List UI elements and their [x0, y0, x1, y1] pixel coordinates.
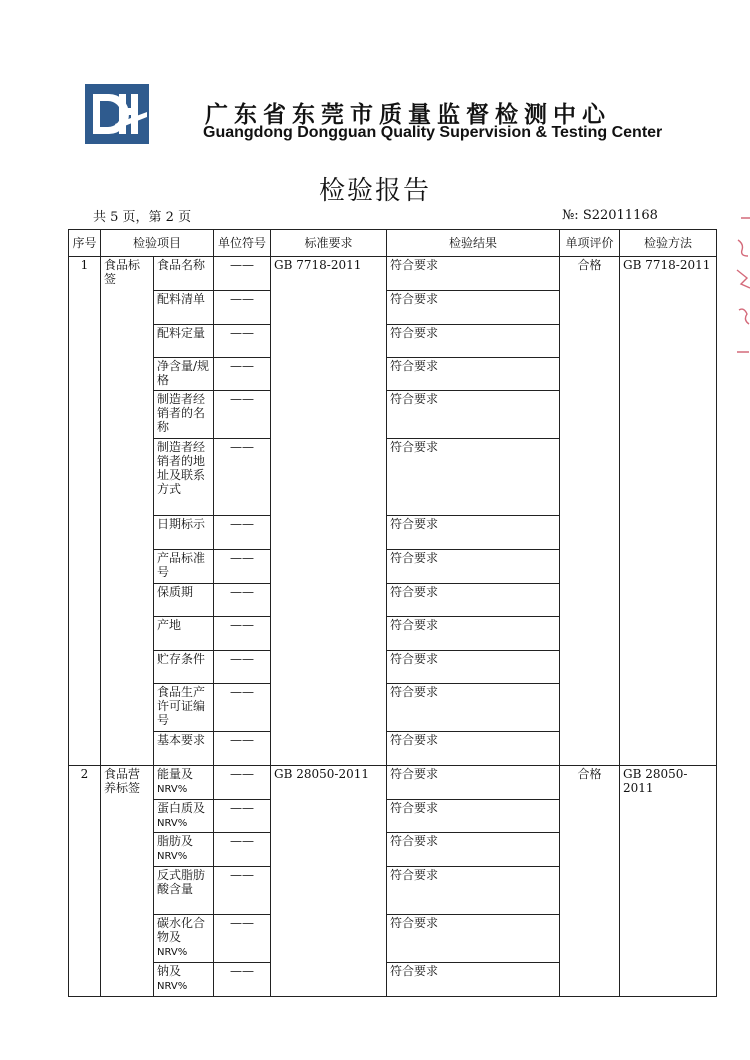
unit-symbol: —— [214, 867, 271, 915]
item-name [154, 257, 214, 291]
unit-symbol: —— [214, 325, 271, 358]
test-result: 符合要求 [387, 391, 560, 439]
item-name [154, 325, 214, 358]
category-name: 食品标签 [101, 257, 154, 766]
item-name-text: 保质期 [157, 585, 194, 599]
item-name-text: 食品生产许可证编号 [157, 685, 206, 727]
header-evaluation: 单项评价 [560, 230, 620, 257]
seq-number: 1 [69, 257, 101, 766]
unit-symbol: —— [214, 516, 271, 550]
unit-symbol: —— [214, 732, 271, 766]
test-result: 符合要求 [387, 358, 560, 391]
header-item: 检验项目 [101, 230, 214, 257]
test-result: 符合要求 [387, 800, 560, 833]
test-result: 符合要求 [387, 550, 560, 584]
item-name-text: 钠及 [157, 964, 182, 978]
unit-symbol: —— [214, 800, 271, 833]
unit-symbol: —— [214, 915, 271, 963]
item-name-suffix: NRV% [157, 947, 188, 958]
test-result: 符合要求 [387, 766, 560, 800]
item-name [154, 439, 214, 516]
header-seq: 序号 [69, 230, 101, 257]
test-method: GB 7718-2011 [620, 257, 717, 766]
unit-symbol: —— [214, 291, 271, 325]
item-name-text: 制造者经销者的名称 [157, 392, 206, 434]
item-name-text: 基本要求 [157, 733, 206, 747]
item-name [154, 617, 214, 651]
item-name-text: 产品标准号 [157, 551, 206, 579]
organization-name-en: Guangdong Dongguan Quality Supervision & Testing Center [203, 124, 663, 141]
unit-symbol: —— [214, 391, 271, 439]
item-name-suffix: NRV% [157, 981, 188, 992]
item-name [154, 291, 214, 325]
item-name-text: 食品名称 [157, 258, 206, 272]
item-name [154, 732, 214, 766]
item-name-text: 配料定量 [157, 326, 206, 340]
category-name: 食品营养标签 [101, 766, 154, 997]
unit-symbol: —— [214, 684, 271, 732]
header-unit: 单位符号 [214, 230, 271, 257]
unit-symbol: —— [214, 766, 271, 800]
test-result: 符合要求 [387, 516, 560, 550]
item-name-text: 碳水化合物及 [157, 916, 206, 944]
table-header-row [69, 230, 717, 257]
test-result: 符合要求 [387, 651, 560, 684]
item-evaluation: 合格 [560, 766, 620, 997]
item-name-text: 配料清单 [157, 292, 206, 306]
item-name-suffix: NRV% [157, 784, 188, 795]
unit-symbol: —— [214, 963, 271, 997]
unit-symbol: —— [214, 358, 271, 391]
item-name-suffix: NRV% [157, 818, 188, 829]
test-result: 符合要求 [387, 584, 560, 617]
item-name [154, 584, 214, 617]
unit-symbol: —— [214, 617, 271, 651]
test-result: 符合要求 [387, 439, 560, 516]
item-name-text: 净含量/规格 [157, 359, 210, 387]
item-name [154, 963, 214, 997]
item-name [154, 550, 214, 584]
organization-logo [85, 84, 149, 144]
item-name [154, 391, 214, 439]
item-name-text: 产地 [157, 618, 182, 632]
item-evaluation: 合格 [560, 257, 620, 766]
item-name-text: 能量及 [157, 767, 194, 781]
item-name [154, 867, 214, 915]
item-name-text: 贮存条件 [157, 652, 206, 666]
item-name-text: 脂肪及 [157, 834, 194, 848]
item-name-text: 制造者经销者的地址及联系方式 [157, 440, 206, 496]
organization-name-cn: 广东省东莞市质量监督检测中心 [205, 102, 611, 128]
item-name [154, 766, 214, 800]
standard-requirement: GB 7718-2011 [271, 257, 387, 766]
item-name [154, 684, 214, 732]
test-result: 符合要求 [387, 915, 560, 963]
report-number: №: S22011168 [562, 208, 658, 223]
unit-symbol: —— [214, 651, 271, 684]
test-method: GB 28050-2011 [620, 766, 717, 997]
table-row [69, 257, 717, 291]
table-row [69, 766, 717, 800]
item-name-text: 蛋白质及 [157, 801, 206, 815]
item-name [154, 651, 214, 684]
seal-edge-mark [735, 200, 750, 370]
item-name [154, 915, 214, 963]
test-result: 符合要求 [387, 684, 560, 732]
test-result: 符合要求 [387, 963, 560, 997]
header-result: 检验结果 [387, 230, 560, 257]
unit-symbol: —— [214, 833, 271, 867]
unit-symbol: —— [214, 550, 271, 584]
item-name-text: 日期标示 [157, 517, 206, 531]
item-name-suffix: NRV% [157, 851, 188, 862]
unit-symbol: —— [214, 439, 271, 516]
test-result: 符合要求 [387, 257, 560, 291]
standard-requirement: GB 28050-2011 [271, 766, 387, 997]
unit-symbol: —— [214, 257, 271, 291]
test-result: 符合要求 [387, 867, 560, 915]
item-name [154, 833, 214, 867]
seq-number: 2 [69, 766, 101, 997]
item-name [154, 516, 214, 550]
test-result: 符合要求 [387, 291, 560, 325]
unit-symbol: —— [214, 584, 271, 617]
test-result: 符合要求 [387, 833, 560, 867]
item-name [154, 358, 214, 391]
header-standard: 标准要求 [271, 230, 387, 257]
test-result: 符合要求 [387, 617, 560, 651]
report-title: 检验报告 [318, 176, 431, 206]
item-name [154, 800, 214, 833]
item-name-text: 反式脂肪酸含量 [157, 868, 206, 896]
page-info: 共 5 页，第 2 页 [93, 210, 192, 225]
inspection-table [68, 229, 717, 997]
test-result: 符合要求 [387, 325, 560, 358]
header-method: 检验方法 [620, 230, 717, 257]
test-result: 符合要求 [387, 732, 560, 766]
